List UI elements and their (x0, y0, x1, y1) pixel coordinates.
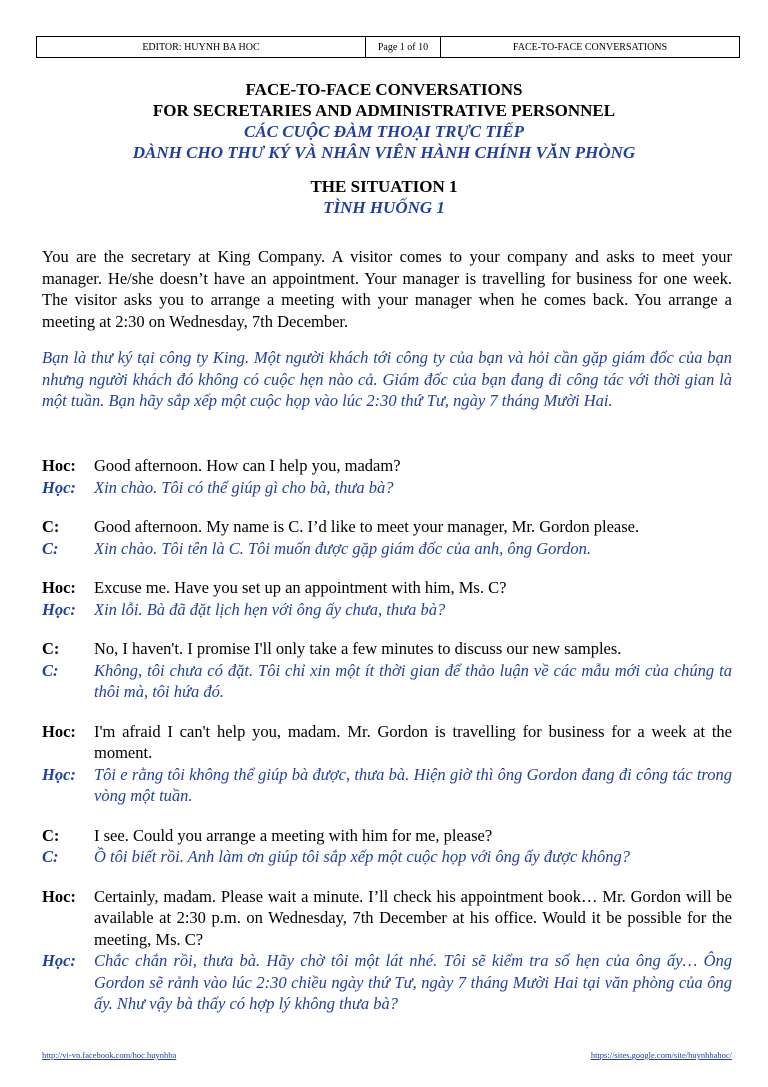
header-title: FACE-TO-FACE CONVERSATIONS (512, 41, 668, 53)
header-page-number: Page 1 of 10 (366, 37, 441, 57)
header-editor: EDITOR: HUYNH BA HOC (37, 37, 366, 57)
line-en: Excuse me. Have you set up an appointment with him, Ms. C? (94, 578, 507, 597)
intro-paragraph-vi: Bạn là thư ký tại công ty King. Một người khách tới công ty của bạn và hỏi cần gặp giám đốc của bạn nhưng người khách đó không có cuộc hẹn nào cả. Giám đốc của bạn đang đi công tác với thời gian là một tuần. Bạn hãy sắp xếp một cuộc họp vào lúc 2:30 thứ Tư, ngày 7 tháng Mười Hai. (42, 348, 732, 410)
dialogue-turn (42, 825, 732, 868)
speaker-label-vi: Học: (42, 764, 76, 784)
speaker-label-vi: Học: (42, 951, 76, 970)
situation-title-en: THE SITUATION 1 (310, 177, 458, 196)
title-vi-line2: DÀNH CHO THƯ KÝ VÀ NHÂN VIÊN HÀNH CHÍNH VĂN PHÒNG (132, 143, 636, 162)
speaker-label-vi: C: (42, 660, 59, 680)
speaker-label-vi: Học: (42, 477, 76, 497)
dialogue-turn (42, 577, 732, 620)
footer-facebook-link[interactable]: http://vi-vn.facebook.com/hoc.huynhba (42, 1050, 177, 1060)
line-vi: Không, tôi chưa có đặt. Tôi chỉ xin một ít thời gian để thảo luận về các mẫu mới của chúng ta thôi mà, tôi hứa đó. (94, 660, 732, 701)
line-en: I see. Could you arrange a meeting with him for me, please? (94, 825, 493, 845)
line-en: Certainly, madam. Please wait a minute. I’ll check his appointment book… Mr. Gordon will be available at 2:30 p.m. on Wednesday, 7th December at his office. Would it be possible for the meeting, Ms. C? (94, 886, 732, 949)
title-en-line2: FOR SECRETARIES AND ADMINISTRATIVE PERSONNEL (152, 101, 616, 120)
line-vi: Ồ tôi biết rồi. Anh làm ơn giúp tôi sắp xếp một cuộc họp với ông ấy được không? (94, 847, 631, 866)
speaker-label-vi: Học: (42, 599, 76, 619)
page-header (36, 36, 740, 58)
footer-sites-link[interactable]: https://sites.google.com/site/huynhbahoc/ (590, 1050, 732, 1060)
speaker-label: C: (42, 517, 60, 536)
line-vi: Xin chào. Tôi có thể giúp gì cho bà, thưa bà? (94, 477, 394, 497)
dialogue-turn (42, 638, 732, 703)
title-vi-line1: CÁC CUỘC ĐÀM THOẠI TRỰC TIẾP (243, 122, 525, 141)
dialogue-turn (42, 455, 732, 498)
speaker-label: C: (42, 825, 60, 845)
speaker-label-vi: C: (42, 538, 59, 558)
line-vi: Xin lỗi. Bà đã đặt lịch hẹn với ông ấy chưa, thưa bà? (94, 599, 446, 619)
line-vi: Xin chào. Tôi tên là C. Tôi muốn được gặp giám đốc của anh, ông Gordon. (94, 538, 592, 558)
dialogue-turn (42, 721, 732, 807)
line-vi: Tôi e rằng tôi không thể giúp bà được, thưa bà. Hiện giờ thì ông Gordon đang đi công tác trong vòng một tuần. (94, 764, 732, 805)
line-en: I'm afraid I can't help you, madam. Mr. Gordon is travelling for business for a week at the moment. (94, 721, 732, 762)
speaker-label: Hoc: (42, 721, 76, 741)
line-vi: Chắc chắn rồi, thưa bà. Hãy chờ tôi một lát nhé. Tôi sẽ kiểm tra sổ hẹn của ông ấy… Ông Gordon sẽ rảnh vào lúc 2:30 chiều ngày thứ Tư, ngày 7 tháng Mười Hai tại văn phòng của ông ấy. Như vậy bà thấy có hợp lý không thưa bà? (94, 951, 732, 1013)
speaker-label: Hoc: (42, 456, 76, 475)
dialogue-turn (42, 516, 732, 559)
line-en: No, I haven't. I promise I'll only take a few minutes to discuss our new samples. (94, 639, 622, 658)
line-en: Good afternoon. How can I help you, madam? (94, 456, 401, 475)
speaker-label: Hoc: (42, 578, 76, 597)
dialogue (42, 455, 732, 1033)
speaker-label: Hoc: (42, 886, 76, 906)
title-en-line1: FACE-TO-FACE CONVERSATIONS (245, 80, 523, 99)
speaker-label: C: (42, 639, 60, 658)
document-titles (0, 79, 768, 218)
dialogue-turn (42, 886, 732, 1015)
line-en: Good afternoon. My name is C. I’d like to meet your manager, Mr. Gordon please. (94, 517, 640, 536)
speaker-label-vi: C: (42, 847, 59, 866)
situation-title-vi: TÌNH HUỐNG 1 (323, 198, 445, 217)
intro-paragraph-en: You are the secretary at King Company. A visitor comes to your company and asks to meet your manager. He/she doesn’t have an appointment. Your manager is travelling for business for one week. The visitor asks you to arrange a meeting with your manager when he comes back. You arrange a meeting at 2:30 on Wednesday, 7th December. (42, 247, 732, 331)
